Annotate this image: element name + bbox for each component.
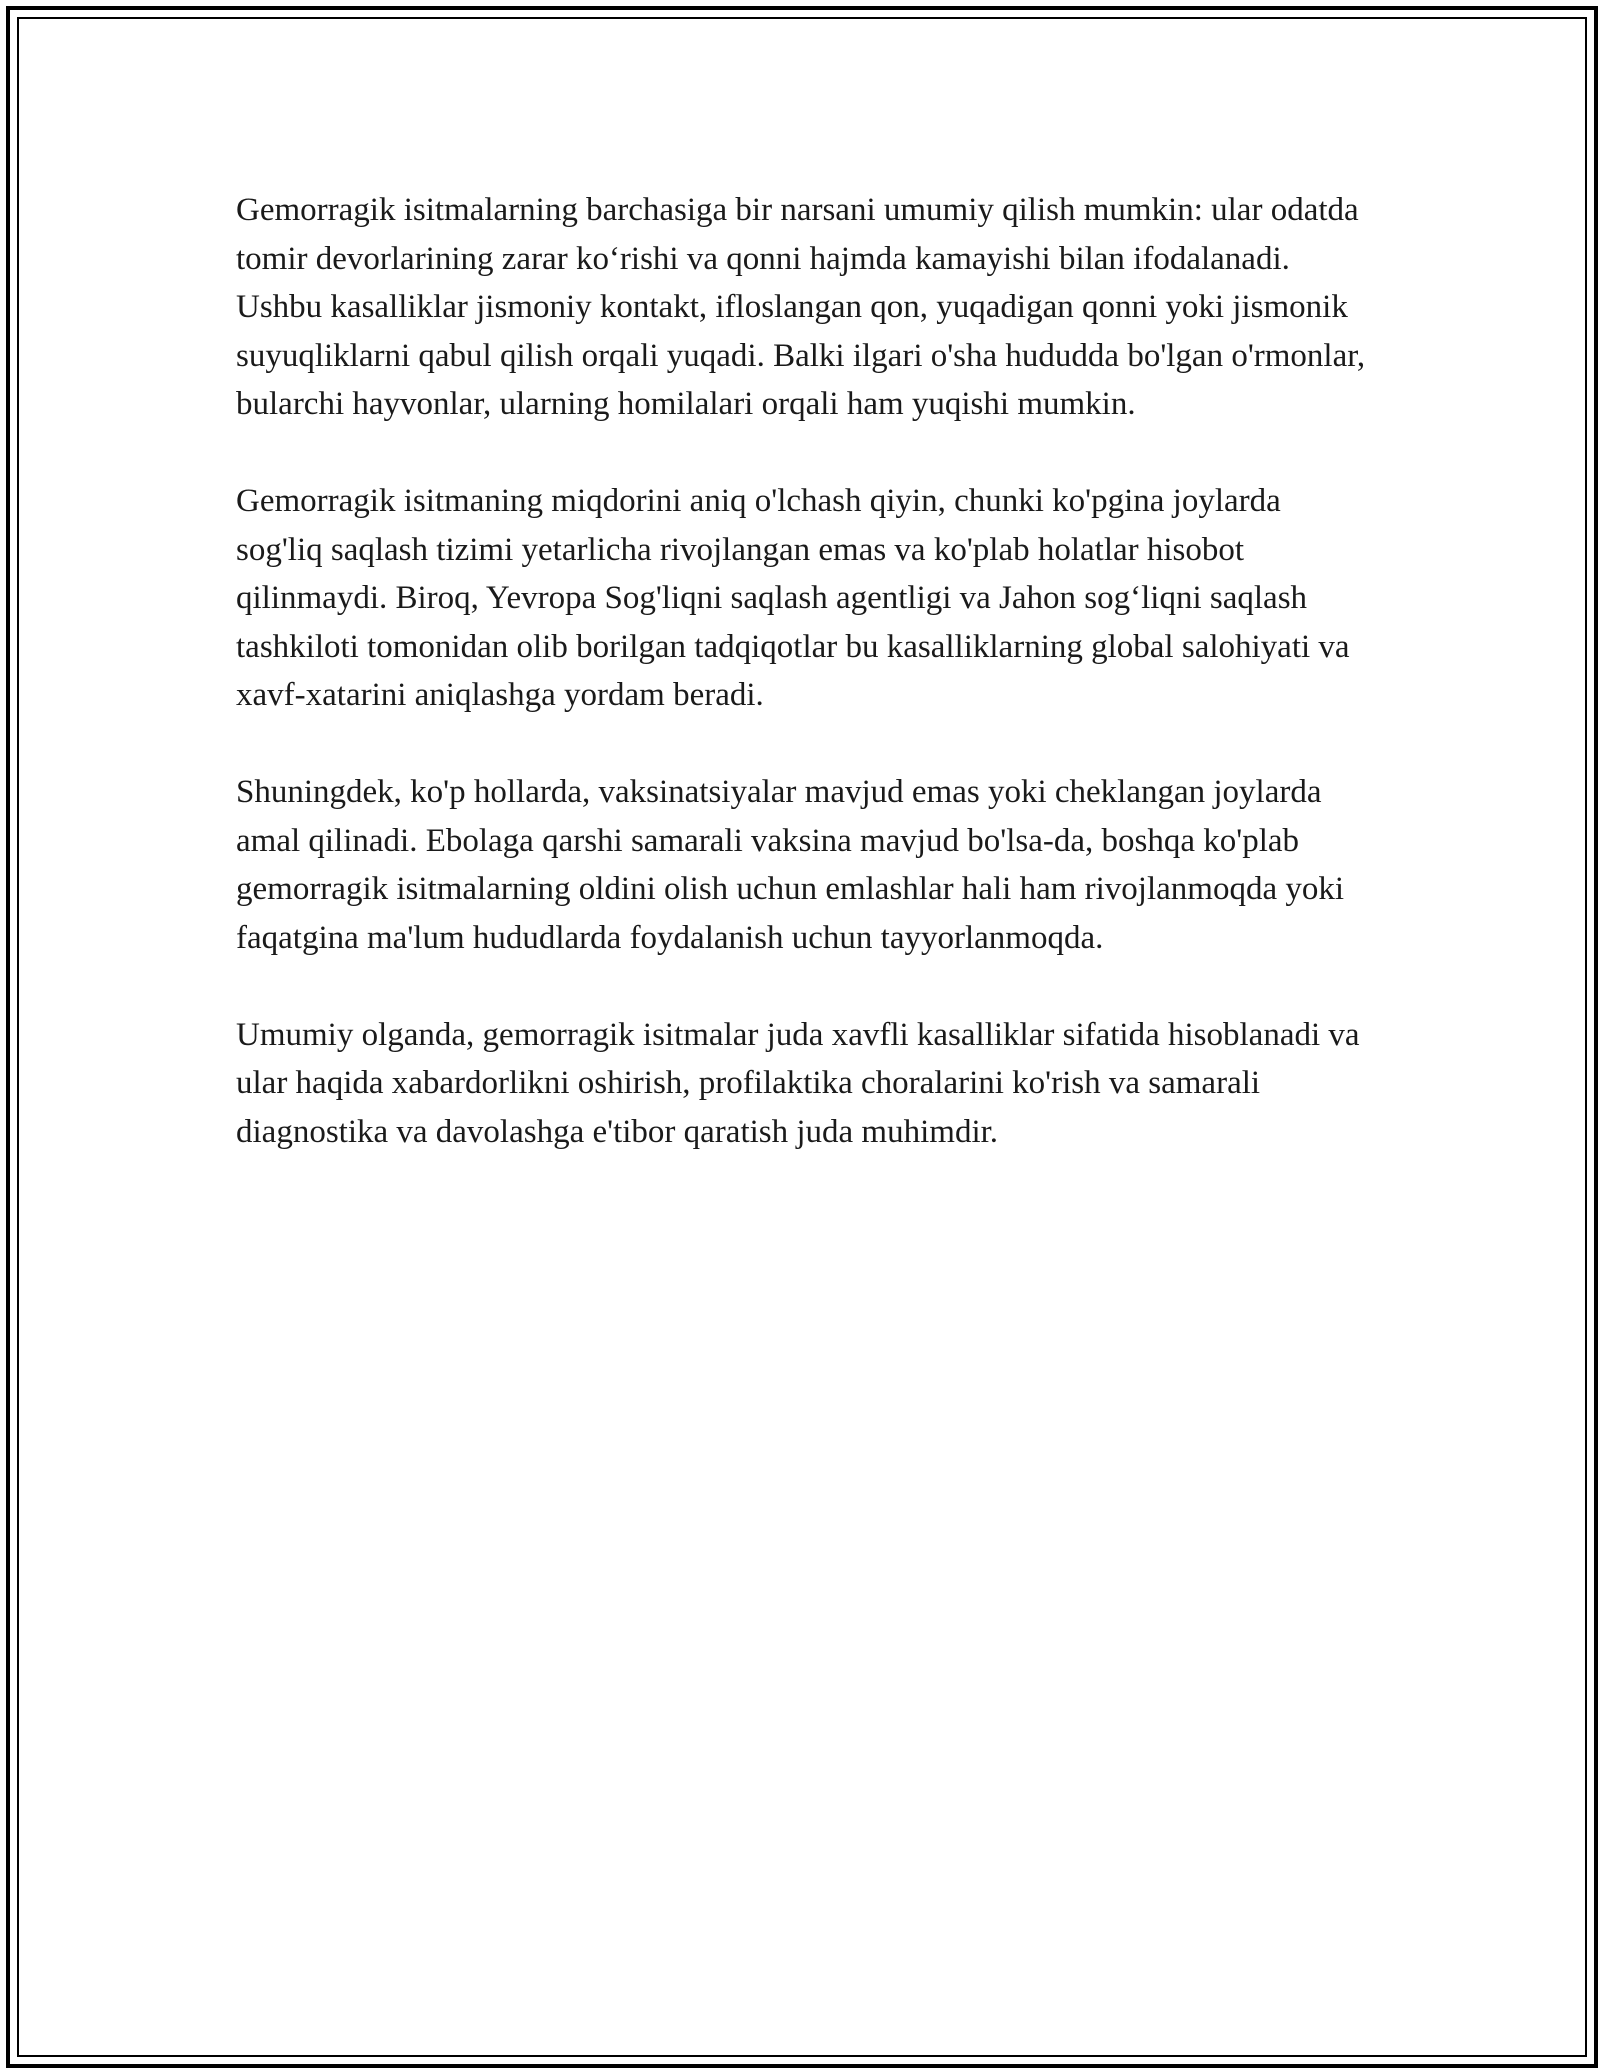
paragraph-3: Shuningdek, ko'p hollarda, vaksinatsiyalar mavjud emas yoki cheklangan joylarda amal qilinadi. Ebolaga qarshi samarali vaksina mavjud bo'lsa-da, boshqa ko'plab gemorragik isitmalarning oldini olish uchun emlashlar hali ham rivojlanmoqda yoki faqatgina ma'lum hududlarda foydalanish uchun tayyorlanmoqda. xyxy=(236,774,1345,956)
paragraph-2: Gemorragik isitmaning miqdorini aniq o'lchash qiyin, chunki ko'pgina joylarda sog'liq saqlash tizimi yetarlicha rivojlangan emas va ko'plab holatlar hisobot qilinmaydi. Biroq, Yevropa Sog'liqni saqlash agentligi va Jahon sog‘liqni saqlash tashkiloti tomonidan olib borilgan tadqiqotlar bu kasalliklarning global salohiyati va xavf-xatarini aniqlashga yordam beradi. xyxy=(236,483,1350,713)
document-body xyxy=(236,186,1366,1205)
paragraph-4: Umumiy olganda, gemorragik isitmalar juda xavfli kasalliklar sifatida hisoblanadi va ular haqida xabardorlikni oshirish, profilaktika choralarini ko'rish va samarali diagnostika va davolashga e'tibor qaratish juda muhimdir. xyxy=(236,1016,1360,1150)
paragraph-1: Gemorragik isitmalarning barchasiga bir narsani umumiy qilish mumkin: ular odatda tomir devorlarining zarar ko‘rishi va qonni hajmda kamayishi bilan ifodalanadi. Ushbu kasalliklar jismoniy kontakt, ifloslangan qon, yuqadigan qonni yoki jismonik suyuqliklarni qabul qilish orqali yuqadi. Balki ilgari o'sha hududda bo'lgan o'rmonlar, bularchi hayvonlar, ularning homilalari orqali ham yuqishi mumkin. xyxy=(236,192,1366,422)
